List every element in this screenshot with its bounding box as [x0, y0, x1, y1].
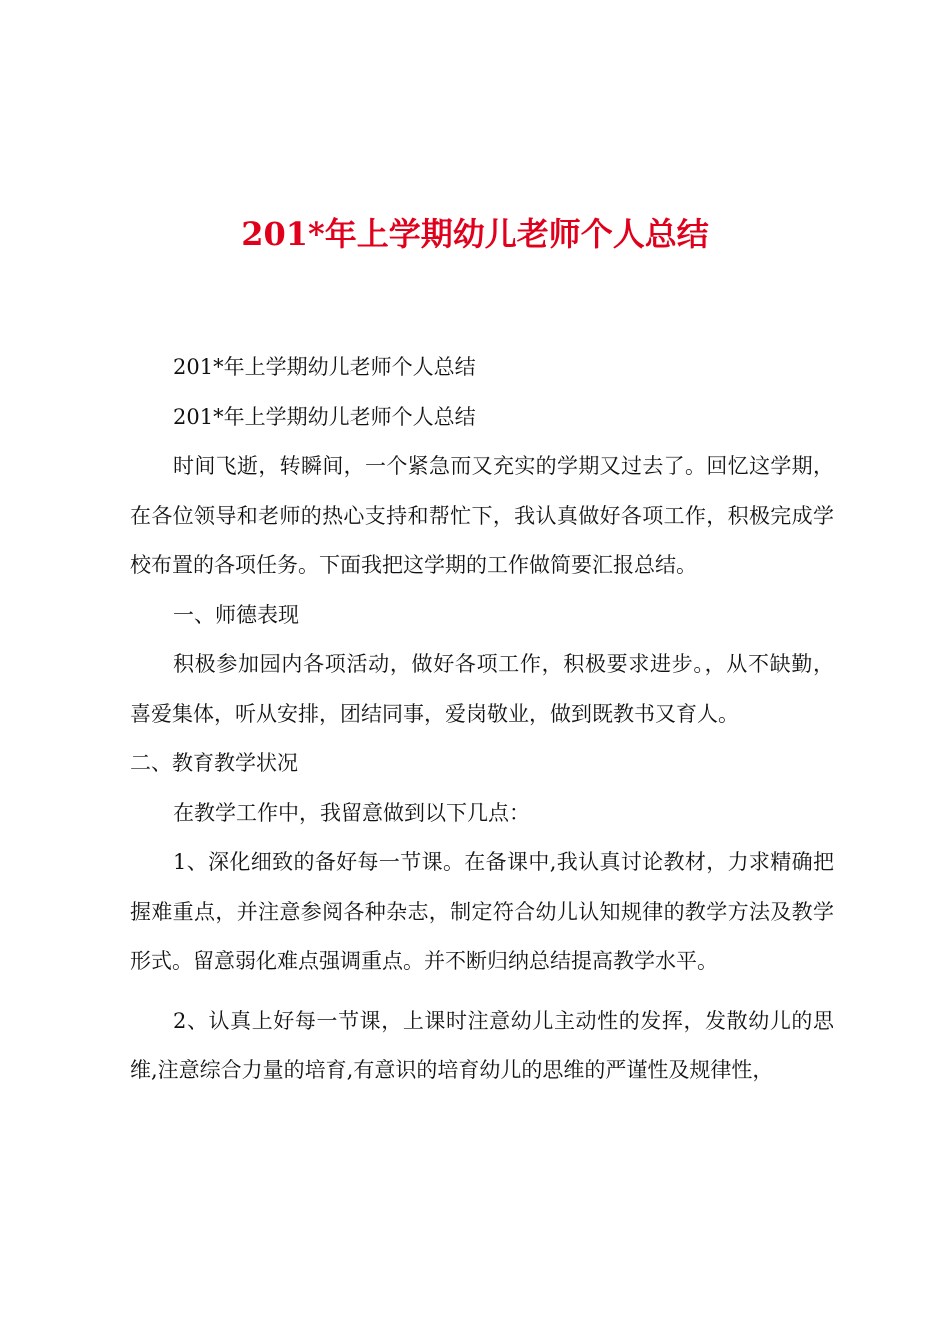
paragraph-intro: 时间飞逝，转瞬间，一个紧急而又充实的学期又过去了。回忆这学期，在各位领导和老师的热心支持和帮忙下，我认真做好各项工作，积极完成学校布置的各项任务。下面我把这学期的工作做简要汇报总结。 [130, 454, 834, 577]
paragraph-subtitle-1: 201*年上学期幼儿老师个人总结 [173, 355, 476, 379]
paragraph-subtitle-2: 201*年上学期幼儿老师个人总结 [173, 404, 476, 429]
section-heading-ethics: 一、师德表现 [173, 602, 299, 627]
paragraph-point-1: 1、深化细致的备好每一节课。在备课中,我认真讨论教材，力求精确把握难重点，并注意参阅各种杂志，制定符合幼儿认知规律的教学方法及教学形式。留意弱化难点强调重点。并不断归纳总结提高教学水平。 [130, 850, 834, 973]
paragraph-point-2: 2、认真上好每一节课，上课时注意幼儿主动性的发挥，发散幼儿的思维,注意综合力量的培育,有意识的培育幼儿的思维的严谨性及规律性， [130, 1008, 834, 1082]
paragraph-ethics: 积极参加园内各项活动，做好各项工作，积极要求进步。，从不缺勤，喜爱集体，听从安排，团结同事，爱岗敬业，做到既教书又育人。 [130, 652, 834, 726]
document-body [130, 343, 834, 1096]
document-title: 201*年上学期幼儿老师个人总结 [241, 215, 709, 253]
section-heading-teaching: 二、教育教学状况 [130, 751, 298, 775]
paragraph-teaching-intro: 在教学工作中，我留意做到以下几点： [173, 800, 530, 825]
